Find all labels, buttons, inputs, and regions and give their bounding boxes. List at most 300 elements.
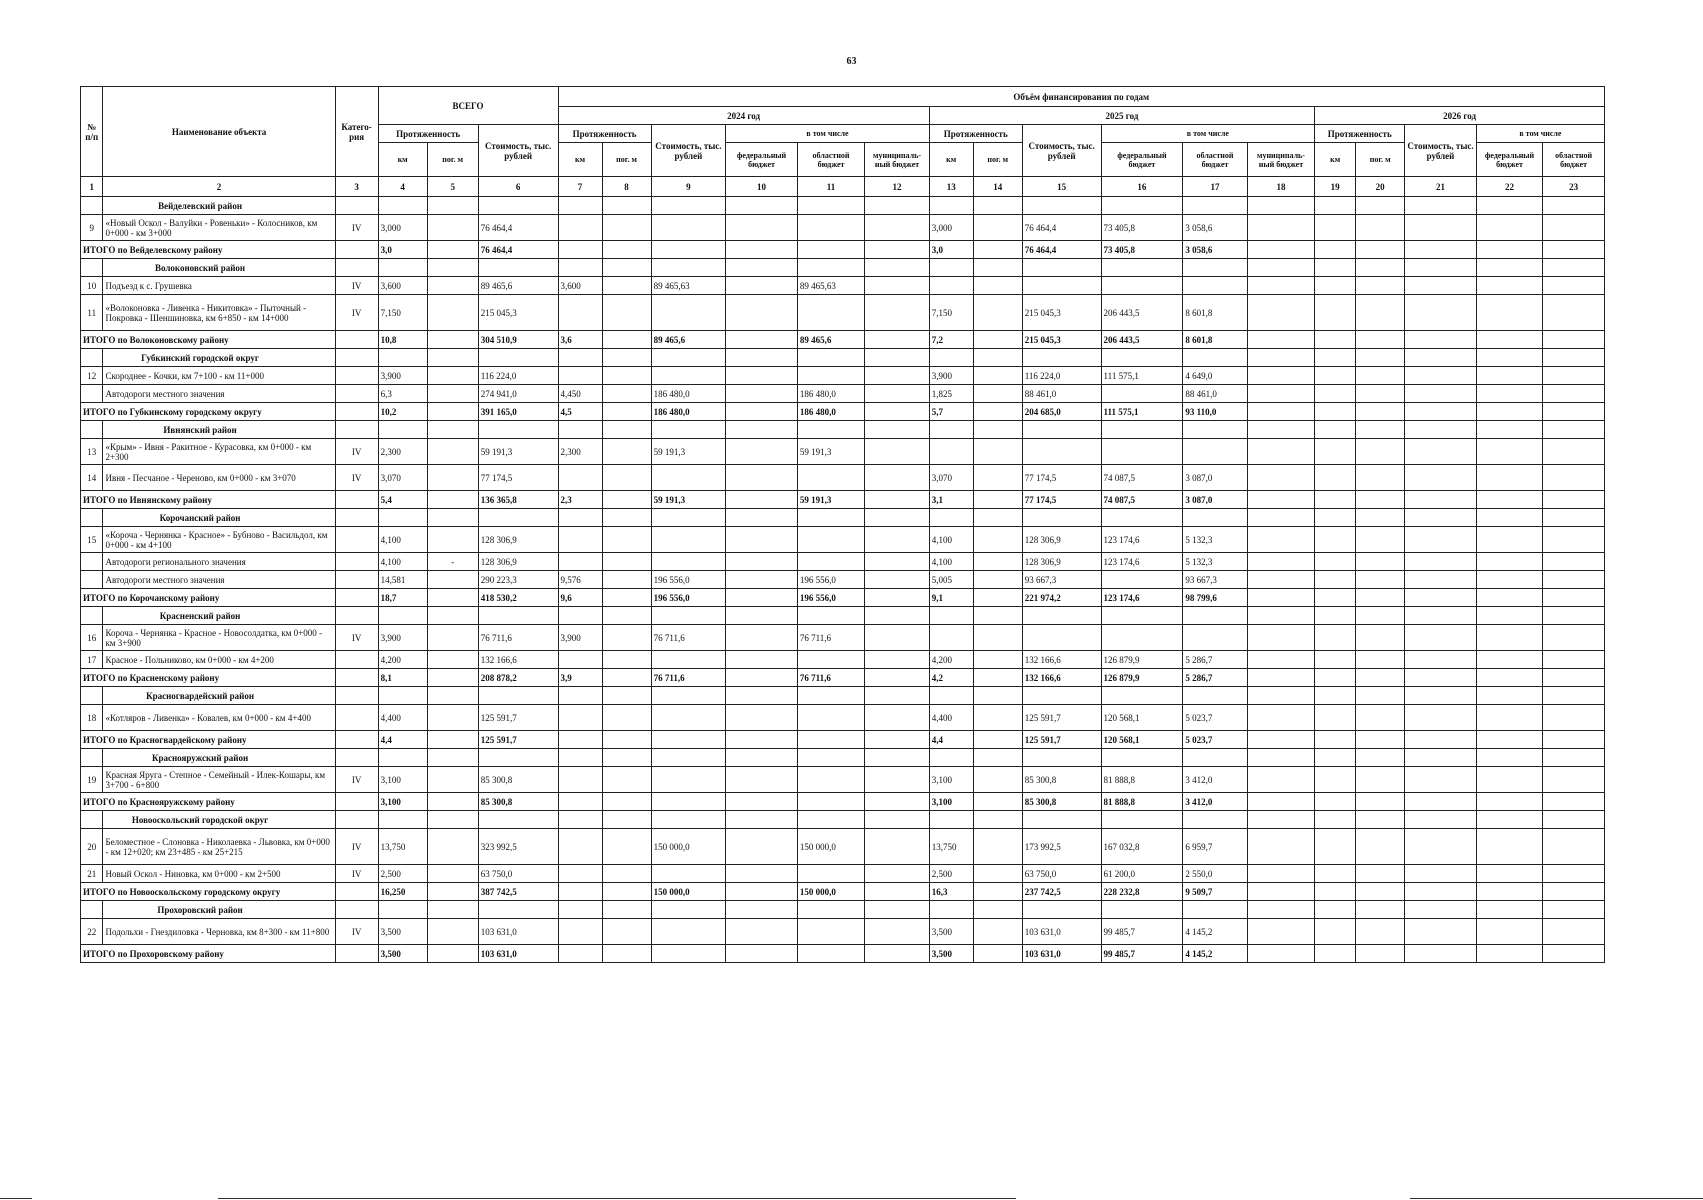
table-cell: [1356, 527, 1405, 553]
row-number: 10: [81, 277, 103, 295]
table-cell: [1476, 607, 1542, 625]
table-cell: [427, 945, 478, 963]
table-cell: 5,7: [929, 403, 973, 421]
table-cell: [558, 793, 602, 811]
section-title: Волоконовский район: [103, 259, 335, 277]
table-cell: [1247, 241, 1314, 259]
table-cell: [1476, 731, 1542, 749]
table-cell: 128 306,9: [1022, 527, 1101, 553]
table-cell: 6,3: [378, 385, 427, 403]
table-cell: [1315, 919, 1356, 945]
table-cell: [1543, 811, 1605, 829]
table-cell: 290 223,3: [478, 571, 558, 589]
table-cell: [1476, 901, 1542, 919]
header-pm: пог. м: [602, 143, 651, 177]
table-cell: 5,4: [378, 491, 427, 509]
bottom-rule-right: [1410, 1198, 1703, 1199]
table-cell: [1405, 367, 1477, 385]
table-cell: [1315, 669, 1356, 687]
table-cell: [1476, 367, 1542, 385]
table-cell: [726, 259, 798, 277]
table-cell: 3,500: [929, 919, 973, 945]
row-number: 21: [81, 865, 103, 883]
table-cell: [478, 197, 558, 215]
table-cell: [427, 705, 478, 731]
header-funding: Объём финансирования по годам: [558, 87, 1604, 107]
table-cell: 76 464,4: [478, 215, 558, 241]
table-cell: [1315, 865, 1356, 883]
table-row: [81, 829, 1605, 865]
table-cell: [797, 811, 864, 829]
table-cell: [973, 811, 1022, 829]
table-cell: [81, 749, 103, 767]
table-cell: 76 711,6: [478, 625, 558, 651]
table-cell: [865, 259, 929, 277]
table-cell: [1247, 687, 1314, 705]
table-cell: [1476, 705, 1542, 731]
table-cell: 76 711,6: [797, 669, 864, 687]
table-cell: [651, 811, 726, 829]
section-title: Красногвардейский район: [103, 687, 335, 705]
table-cell: [1356, 509, 1405, 527]
section-row: [81, 197, 1605, 215]
table-cell: [1247, 403, 1314, 421]
table-cell: 4,100: [378, 527, 427, 553]
category-cell: [335, 571, 378, 589]
table-cell: [1356, 277, 1405, 295]
table-cell: [602, 793, 651, 811]
table-cell: [427, 439, 478, 465]
table-cell: [1101, 625, 1183, 651]
table-cell: [427, 607, 478, 625]
table-cell: [1356, 669, 1405, 687]
table-cell: [726, 571, 798, 589]
total-label: ИТОГО по Вейделевскому району: [81, 241, 336, 259]
table-cell: 85 300,8: [478, 793, 558, 811]
section-row: [81, 509, 1605, 527]
table-cell: 77 174,5: [1022, 465, 1101, 491]
table-cell: 3,900: [929, 367, 973, 385]
table-cell: [726, 277, 798, 295]
row-number: 16: [81, 625, 103, 651]
table-cell: [335, 687, 378, 705]
table-cell: [1247, 491, 1314, 509]
table-cell: [973, 215, 1022, 241]
table-cell: [558, 509, 602, 527]
category-cell: [335, 367, 378, 385]
table-cell: [1543, 749, 1605, 767]
table-cell: [558, 421, 602, 439]
table-cell: [478, 749, 558, 767]
table-cell: [726, 589, 798, 607]
table-cell: [865, 865, 929, 883]
table-cell: 150 000,0: [797, 829, 864, 865]
table-cell: [1405, 829, 1477, 865]
table-cell: [427, 901, 478, 919]
table-cell: [1022, 259, 1101, 277]
table-cell: [1543, 919, 1605, 945]
table-cell: 196 556,0: [651, 571, 726, 589]
section-row: [81, 811, 1605, 829]
table-cell: [1022, 439, 1101, 465]
total-row: [81, 331, 1605, 349]
table-cell: 125 591,7: [1022, 731, 1101, 749]
column-number: 9: [651, 177, 726, 197]
table-cell: [726, 919, 798, 945]
table-cell: [726, 829, 798, 865]
table-cell: [378, 509, 427, 527]
table-cell: 196 556,0: [651, 589, 726, 607]
table-cell: [1476, 465, 1542, 491]
table-cell: [378, 687, 427, 705]
table-cell: [1315, 705, 1356, 731]
table-cell: [1356, 607, 1405, 625]
table-cell: [1476, 767, 1542, 793]
table-cell: [1247, 385, 1314, 403]
table-cell: [973, 945, 1022, 963]
table-cell: [973, 295, 1022, 331]
header-2024-length: Протяженность: [558, 125, 651, 143]
section-title: Новооскольский городской округ: [103, 811, 335, 829]
table-cell: [1315, 883, 1356, 901]
table-cell: 5 132,3: [1183, 553, 1247, 571]
table-cell: [602, 589, 651, 607]
header-reg: областной бюджет: [1183, 143, 1247, 177]
table-cell: 74 087,5: [1101, 491, 1183, 509]
table-row: [81, 919, 1605, 945]
table-cell: [797, 767, 864, 793]
table-cell: [973, 919, 1022, 945]
table-cell: [558, 829, 602, 865]
table-cell: [973, 607, 1022, 625]
table-cell: [651, 793, 726, 811]
table-cell: [1476, 571, 1542, 589]
table-cell: [335, 259, 378, 277]
table-cell: 76 464,4: [1022, 241, 1101, 259]
object-name: Новый Оскол - Ниновка, км 0+000 - км 2+500: [103, 865, 335, 883]
table-cell: [427, 465, 478, 491]
table-cell: [797, 793, 864, 811]
table-cell: [335, 883, 378, 901]
column-number: 17: [1183, 177, 1247, 197]
table-cell: [427, 731, 478, 749]
table-cell: [1405, 241, 1477, 259]
table-cell: 204 685,0: [1022, 403, 1101, 421]
table-cell: [602, 811, 651, 829]
table-cell: [1101, 421, 1183, 439]
table-cell: [1476, 749, 1542, 767]
category-cell: [335, 651, 378, 669]
table-cell: [478, 421, 558, 439]
table-cell: [335, 421, 378, 439]
table-cell: [335, 331, 378, 349]
table-cell: [651, 367, 726, 385]
table-cell: [865, 625, 929, 651]
table-cell: [1315, 349, 1356, 367]
table-cell: [427, 295, 478, 331]
table-cell: [651, 901, 726, 919]
table-cell: [81, 509, 103, 527]
table-cell: 76 464,4: [1022, 215, 1101, 241]
table-cell: [1356, 749, 1405, 767]
table-cell: [651, 705, 726, 731]
table-cell: [602, 421, 651, 439]
category-cell: IV: [335, 919, 378, 945]
table-cell: [335, 901, 378, 919]
table-cell: [1476, 385, 1542, 403]
table-cell: 136 365,8: [478, 491, 558, 509]
table-cell: [1356, 589, 1405, 607]
table-cell: [726, 197, 798, 215]
table-cell: [797, 919, 864, 945]
column-number: 6: [478, 177, 558, 197]
table-cell: [1476, 277, 1542, 295]
table-cell: [1543, 901, 1605, 919]
table-cell: [973, 385, 1022, 403]
table-cell: [1315, 403, 1356, 421]
table-cell: [602, 651, 651, 669]
table-cell: [1356, 883, 1405, 901]
header-reg: областной бюджет: [797, 143, 864, 177]
table-cell: 150 000,0: [651, 829, 726, 865]
table-cell: [558, 811, 602, 829]
table-cell: [1356, 919, 1405, 945]
table-cell: 59 191,3: [797, 491, 864, 509]
table-cell: [1022, 607, 1101, 625]
table-cell: [797, 553, 864, 571]
header-2026-incl: в том числе: [1476, 125, 1604, 143]
table-cell: 103 631,0: [478, 945, 558, 963]
table-cell: [378, 749, 427, 767]
table-cell: [726, 403, 798, 421]
table-cell: [335, 241, 378, 259]
table-row: [81, 767, 1605, 793]
table-cell: [1183, 259, 1247, 277]
total-row: [81, 669, 1605, 687]
section-row: [81, 421, 1605, 439]
table-row: [81, 651, 1605, 669]
section-title: Губкинский городской округ: [103, 349, 335, 367]
table-cell: [558, 687, 602, 705]
table-cell: 8 601,8: [1183, 295, 1247, 331]
table-cell: [1543, 767, 1605, 793]
table-cell: [1405, 403, 1477, 421]
table-cell: [726, 295, 798, 331]
total-row: [81, 793, 1605, 811]
table-cell: 186 480,0: [651, 385, 726, 403]
table-cell: [1543, 625, 1605, 651]
table-cell: [1405, 571, 1477, 589]
table-cell: [1247, 331, 1314, 349]
table-cell: [1315, 589, 1356, 607]
table-cell: [1476, 829, 1542, 865]
table-cell: [1356, 367, 1405, 385]
table-cell: [478, 349, 558, 367]
table-cell: [973, 731, 1022, 749]
table-cell: [1476, 793, 1542, 811]
table-cell: [1543, 589, 1605, 607]
table-cell: [1543, 829, 1605, 865]
table-cell: [478, 811, 558, 829]
table-cell: [558, 883, 602, 901]
table-cell: 59 191,3: [478, 439, 558, 465]
table-cell: [1356, 945, 1405, 963]
table-cell: [558, 945, 602, 963]
table-cell: [1356, 865, 1405, 883]
table-cell: 88 461,0: [1022, 385, 1101, 403]
table-cell: [1476, 349, 1542, 367]
table-cell: [929, 625, 973, 651]
table-cell: [81, 811, 103, 829]
table-cell: [1543, 491, 1605, 509]
table-cell: [81, 349, 103, 367]
table-cell: [427, 349, 478, 367]
table-cell: [1315, 241, 1356, 259]
table-cell: 387 742,5: [478, 883, 558, 901]
table-cell: 125 591,7: [478, 705, 558, 731]
table-cell: [865, 367, 929, 385]
table-cell: [797, 945, 864, 963]
table-cell: [1247, 731, 1314, 749]
table-cell: [797, 731, 864, 749]
table-cell: [1315, 767, 1356, 793]
table-cell: [1405, 865, 1477, 883]
table-cell: 63 750,0: [1022, 865, 1101, 883]
table-cell: [478, 509, 558, 527]
table-cell: 76 711,6: [651, 625, 726, 651]
table-cell: [1405, 589, 1477, 607]
category-cell: [335, 385, 378, 403]
table-cell: [1543, 367, 1605, 385]
table-cell: 4 145,2: [1183, 919, 1247, 945]
table-cell: [651, 509, 726, 527]
table-cell: [1315, 829, 1356, 865]
table-cell: [865, 811, 929, 829]
table-cell: [865, 553, 929, 571]
table-cell: [865, 607, 929, 625]
table-cell: [1183, 607, 1247, 625]
table-cell: [1247, 651, 1314, 669]
table-cell: 2,300: [558, 439, 602, 465]
table-cell: [973, 331, 1022, 349]
table-cell: 2,3: [558, 491, 602, 509]
column-number: 10: [726, 177, 798, 197]
table-cell: 4,100: [929, 553, 973, 571]
header-fed: федеральный бюджет: [1101, 143, 1183, 177]
table-cell: [1543, 883, 1605, 901]
table-cell: [558, 367, 602, 385]
table-cell: 167 032,8: [1101, 829, 1183, 865]
table-cell: [602, 749, 651, 767]
table-cell: [651, 687, 726, 705]
table-cell: 81 888,8: [1101, 767, 1183, 793]
table-cell: [1476, 197, 1542, 215]
table-cell: 63 750,0: [478, 865, 558, 883]
table-cell: [726, 865, 798, 883]
table-cell: [1315, 793, 1356, 811]
table-cell: [558, 295, 602, 331]
table-cell: [1101, 901, 1183, 919]
table-cell: [1356, 215, 1405, 241]
table-cell: 93 110,0: [1183, 403, 1247, 421]
table-cell: 81 888,8: [1101, 793, 1183, 811]
table-cell: [973, 571, 1022, 589]
section-row: [81, 901, 1605, 919]
table-cell: 3,600: [558, 277, 602, 295]
table-cell: [865, 749, 929, 767]
table-cell: [865, 731, 929, 749]
table-cell: [1543, 295, 1605, 331]
table-cell: [335, 793, 378, 811]
table-cell: 89 465,6: [651, 331, 726, 349]
row-number: 14: [81, 465, 103, 491]
category-cell: [335, 553, 378, 571]
table-cell: 13,750: [929, 829, 973, 865]
table-cell: [602, 527, 651, 553]
table-cell: [1022, 509, 1101, 527]
table-cell: [602, 553, 651, 571]
header-num: № п/п: [81, 87, 103, 177]
table-cell: [651, 919, 726, 945]
table-cell: [797, 749, 864, 767]
table-cell: 123 174,6: [1101, 553, 1183, 571]
table-cell: [558, 197, 602, 215]
table-cell: 89 465,63: [651, 277, 726, 295]
table-cell: [1476, 331, 1542, 349]
table-cell: [1315, 277, 1356, 295]
table-cell: [1101, 277, 1183, 295]
header-total-cost: Стоимость, тыс. рублей: [478, 125, 558, 177]
table-cell: [929, 197, 973, 215]
table-cell: 88 461,0: [1183, 385, 1247, 403]
table-cell: [1101, 811, 1183, 829]
table-cell: [1315, 571, 1356, 589]
page-number: 63: [846, 56, 857, 67]
table-cell: [1315, 367, 1356, 385]
table-cell: [1315, 385, 1356, 403]
table-cell: [427, 669, 478, 687]
table-cell: [1356, 331, 1405, 349]
table-cell: [1476, 589, 1542, 607]
table-cell: 3 087,0: [1183, 465, 1247, 491]
table-cell: [427, 241, 478, 259]
table-cell: 4,4: [378, 731, 427, 749]
table-cell: 2,500: [929, 865, 973, 883]
table-cell: [602, 403, 651, 421]
table-cell: [1247, 811, 1314, 829]
table-cell: 120 568,1: [1101, 705, 1183, 731]
table-cell: [558, 705, 602, 731]
table-cell: [1247, 919, 1314, 945]
table-cell: 206 443,5: [1101, 295, 1183, 331]
table-cell: [1405, 607, 1477, 625]
table-cell: [1476, 811, 1542, 829]
table-cell: 4,2: [929, 669, 973, 687]
table-cell: 116 224,0: [1022, 367, 1101, 385]
table-cell: [1356, 705, 1405, 731]
table-cell: 4,400: [378, 705, 427, 731]
table-cell: [1356, 403, 1405, 421]
table-cell: [726, 625, 798, 651]
table-cell: [1405, 625, 1477, 651]
table-cell: [427, 197, 478, 215]
table-cell: 9,6: [558, 589, 602, 607]
table-cell: [797, 687, 864, 705]
table-cell: [973, 625, 1022, 651]
table-cell: [651, 349, 726, 367]
category-cell: IV: [335, 439, 378, 465]
table-cell: 103 631,0: [1022, 919, 1101, 945]
